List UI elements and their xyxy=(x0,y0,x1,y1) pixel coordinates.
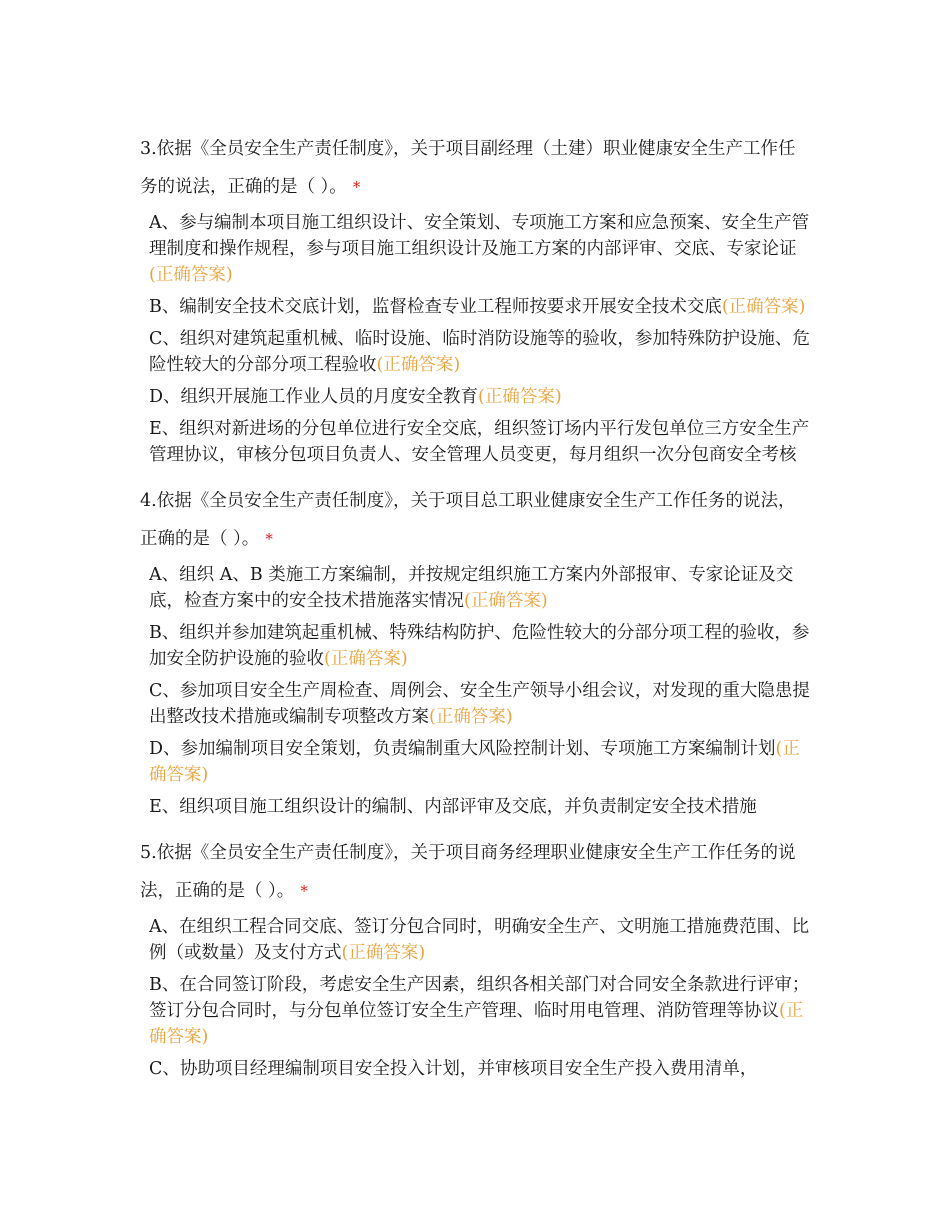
option-a[interactable] xyxy=(149,914,812,966)
required-asterisk: * xyxy=(352,178,361,196)
option-text: B、在合同签订阶段，考虑安全生产因素，组织各相关部门对合同安全条款进行评审；签订分包合同时，与分包单位签订安全生产管理、临时用电管理、消防管理等协议 xyxy=(149,975,810,1021)
question-4 xyxy=(140,482,812,820)
document-page xyxy=(140,130,812,1096)
correct-answer-tag: (正确答案) xyxy=(149,739,800,785)
option-text: A、在组织工程合同交底、签订分包合同时，明确安全生产、文明施工措施费范围、比例（或数量）及支付方式 xyxy=(149,917,810,963)
option-c[interactable] xyxy=(149,326,812,378)
option-text: C、协助项目经理编制项目安全投入计划，并审核项目安全生产投入费用清单， xyxy=(149,1059,758,1079)
option-a[interactable] xyxy=(149,210,812,288)
option-e[interactable] xyxy=(149,416,812,468)
option-c[interactable] xyxy=(149,678,812,730)
option-b[interactable] xyxy=(149,620,812,672)
option-text: A、参与编制本项目施工组织设计、安全策划、专项施工方案和应急预案、安全生产管理制度和操作规程，参与项目施工组织设计及施工方案的内部评审、交底、专家论证 xyxy=(149,213,810,259)
option-e[interactable] xyxy=(149,794,812,820)
option-text: C、参加项目安全生产周检查、周例会、安全生产领导小组会议，对发现的重大隐患提出整改技术措施或编制专项整改方案 xyxy=(149,681,810,727)
required-asterisk: * xyxy=(300,882,308,900)
option-text: E、组织项目施工组织设计的编制、内部评审及交底，并负责制定安全技术措施 xyxy=(149,797,757,817)
option-d[interactable] xyxy=(149,384,812,410)
question-3 xyxy=(140,130,812,468)
question-title xyxy=(140,130,812,206)
option-d[interactable] xyxy=(149,736,812,788)
option-text: C、组织对建筑起重机械、临时设施、临时消防设施等的验收，参加特殊防护设施、危险性较大的分部分项工程验收 xyxy=(149,329,810,375)
question-5 xyxy=(140,834,812,1082)
correct-answer-tag: (正确答案) xyxy=(464,591,548,611)
question-title xyxy=(140,834,812,910)
correct-answer-tag: (正确答案) xyxy=(149,265,233,285)
correct-answer-tag: (正确答案) xyxy=(324,649,408,669)
correct-answer-tag: (正确答案) xyxy=(149,1001,804,1047)
option-b[interactable] xyxy=(149,972,812,1050)
correct-answer-tag: (正确答案) xyxy=(429,707,513,727)
correct-answer-tag: (正确答案) xyxy=(478,387,562,407)
correct-answer-tag: (正确答案) xyxy=(721,297,806,317)
correct-answer-tag: (正确答案) xyxy=(376,355,461,375)
question-text: 3.依据《全员安全生产责任制度》，关于项目副经理（土建）职业健康安全生产工作任务的说法，正确的是（ ）。 xyxy=(140,139,796,197)
option-c[interactable] xyxy=(149,1056,812,1082)
option-text: D、组织开展施工作业人员的月度安全教育 xyxy=(149,387,479,407)
option-b[interactable] xyxy=(149,294,812,320)
option-a[interactable] xyxy=(149,562,812,614)
question-title xyxy=(140,482,812,558)
correct-answer-tag: (正确答案) xyxy=(341,943,426,963)
required-asterisk: * xyxy=(265,530,273,548)
option-text: B、组织并参加建筑起重机械、特殊结构防护、危险性较大的分部分项工程的验收，参加安全防护设施的验收 xyxy=(149,623,810,669)
option-text: A、组织 A、B 类施工方案编制，并按规定组织施工方案内外部报审、专家论证及交底，检查方案中的安全技术措施落实情况 xyxy=(149,565,794,611)
question-text: 5.依据《全员安全生产责任制度》，关于项目商务经理职业健康安全生产工作任务的说法，正确的是（ ）。 xyxy=(140,843,796,901)
option-text: B、编制安全技术交底计划，监督检查专业工程师按要求开展安全技术交底 xyxy=(149,297,722,317)
option-text: E、组织对新进场的分包单位进行安全交底，组织签订场内平行发包单位三方安全生产管理协议，审核分包项目负责人、安全管理人员变更，每月组织一次分包商安全考核 xyxy=(149,419,810,465)
question-text: 4.依据《全员安全生产责任制度》，关于项目总工职业健康安全生产工作任务的说法，正确的是（ ）。 xyxy=(140,491,796,549)
option-text: D、参加编制项目安全策划，负责编制重大风险控制计划、专项施工方案编制计划 xyxy=(149,739,776,759)
